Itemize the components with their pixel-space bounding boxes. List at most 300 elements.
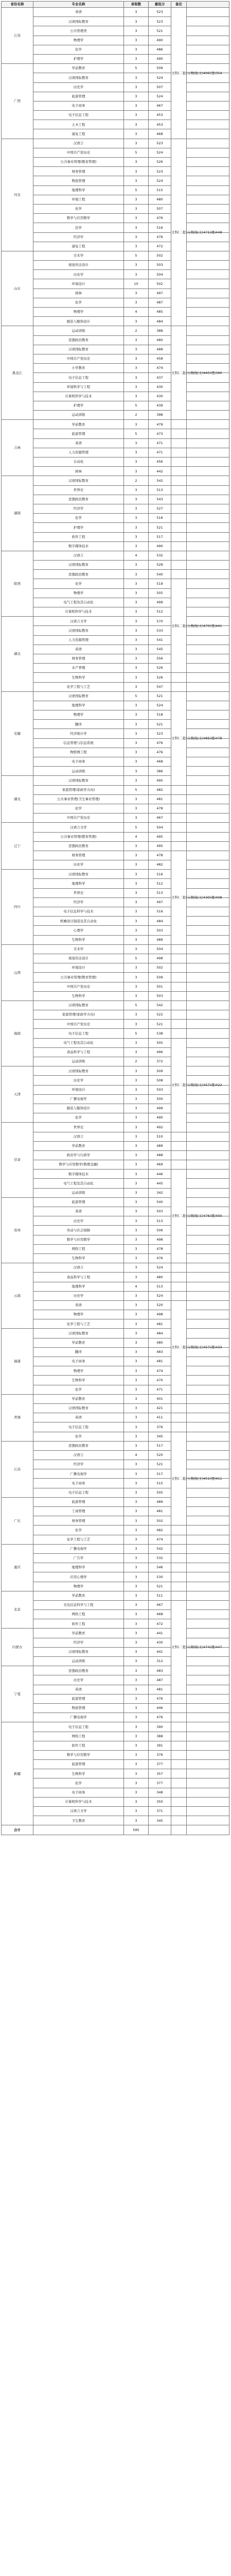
major-cell: 化学 (33, 1113, 124, 1123)
major-cell: 护理学 (33, 523, 124, 532)
blank-cell (187, 120, 229, 129)
min-score-cell: 495 (149, 776, 171, 785)
blank-cell (187, 1403, 229, 1413)
min-score-cell: 512 (149, 879, 171, 888)
min-score-cell: 474 (149, 1535, 171, 1544)
major-cell: 汉语言 (33, 1263, 124, 1273)
table-row (2, 495, 229, 504)
min-score-cell: 523 (149, 139, 171, 148)
table-row (2, 1273, 229, 1282)
count-cell: 3 (124, 167, 149, 176)
blank-cell (187, 1769, 229, 1778)
blank-cell (187, 1657, 229, 1666)
count-cell: 3 (124, 794, 149, 804)
min-score-cell: 442 (149, 467, 171, 476)
count-cell: 3 (124, 982, 149, 991)
blank-cell (187, 1591, 229, 1600)
blank-cell (187, 1160, 229, 1170)
min-score-cell: 472 (149, 242, 171, 251)
min-score-cell: 390 (149, 1722, 171, 1732)
min-score-cell: 530 (149, 1572, 171, 1582)
blank-cell (187, 1170, 229, 1179)
count-cell: 3 (124, 1141, 149, 1150)
blank-cell (187, 963, 229, 973)
count-cell: 3 (124, 1816, 149, 1825)
min-score-cell: 503 (149, 991, 171, 1001)
major-cell: 软件工程 (33, 532, 124, 541)
cutoff-note: 文科(二批)分数线(文)430(理)408 (171, 851, 187, 944)
blank-cell (187, 1544, 229, 1553)
min-score-cell: 484 (149, 1329, 171, 1338)
blank-cell (187, 767, 229, 776)
min-score-cell: 488 (149, 345, 171, 354)
blank-cell (187, 101, 229, 110)
count-cell: 3 (124, 617, 149, 626)
major-cell: 历史学 (33, 270, 124, 279)
province-cell: 内蒙古 (2, 1629, 33, 1666)
min-score-cell: 513 (149, 485, 171, 495)
major-cell: 学前教育 (33, 1591, 124, 1600)
table-row (2, 1572, 229, 1582)
count-cell: 3 (124, 963, 149, 973)
count-cell: 3 (124, 1507, 149, 1516)
province-cell: 贵州 (2, 1197, 33, 1263)
count-cell: 3 (124, 232, 149, 242)
table-row (2, 214, 229, 223)
min-score-cell: 486 (149, 45, 171, 54)
blank-cell (187, 1422, 229, 1432)
min-score-cell: 467 (149, 814, 171, 823)
count-cell: 5 (124, 251, 149, 260)
table-row (2, 607, 229, 617)
table-row (2, 794, 229, 804)
table-row (2, 504, 229, 513)
table-row (2, 308, 229, 317)
major-cell: 公共事业管理(教育管理) (33, 832, 124, 841)
min-score-cell: 482 (149, 785, 171, 794)
count-cell: 3 (124, 92, 149, 101)
count-cell: 5 (124, 823, 149, 832)
count-cell: 3 (124, 1544, 149, 1553)
min-score-cell: 516 (149, 907, 171, 917)
count-cell: 3 (124, 870, 149, 879)
count-cell: 3 (124, 214, 149, 223)
table-row (2, 551, 229, 560)
count-cell: 3 (124, 767, 149, 776)
table-row (2, 36, 229, 45)
major-cell: 学前教育 (33, 1394, 124, 1403)
major-cell: 汉语国际教育 (33, 691, 124, 701)
major-cell: 环境设计 (33, 963, 124, 973)
major-cell: 康复工程 (33, 129, 124, 139)
table-row (2, 1066, 229, 1076)
table-row (2, 1057, 229, 1066)
major-cell: 电气工程及其自动化 (33, 598, 124, 607)
cutoff-note: 文科(二批)分数线(文)457(理)422 (171, 1038, 187, 1132)
admission-table (1, 1, 229, 1835)
blank-cell (187, 1273, 229, 1282)
note-cell (171, 1544, 187, 1553)
major-cell: 汉语国际教育 (33, 870, 124, 879)
note-cell (171, 1572, 187, 1582)
table-row (2, 570, 229, 579)
major-cell: 汉语国际教育 (33, 626, 124, 635)
blank-cell (187, 917, 229, 926)
count-cell: 3 (124, 1685, 149, 1694)
note-cell (171, 485, 187, 495)
table-row (2, 588, 229, 598)
blank-cell (187, 1685, 229, 1694)
table-row (2, 1263, 229, 1273)
table-row (2, 1357, 229, 1366)
count-cell: 3 (124, 973, 149, 982)
blank-cell (187, 1516, 229, 1526)
blank-cell (187, 1020, 229, 1029)
table-row (2, 823, 229, 832)
min-score-cell: 480 (149, 1273, 171, 1282)
major-cell: 化学 (33, 45, 124, 54)
table-row (2, 1807, 229, 1816)
cutoff-note: 文科(二批)分数线(文)457(理)433 (171, 1300, 187, 1394)
count-cell: 3 (124, 1591, 149, 1600)
table-row (2, 1441, 229, 1450)
min-score-cell: 521 (149, 523, 171, 532)
major-cell: 电子商务 (33, 1788, 124, 1797)
min-score-cell: 502 (149, 251, 171, 260)
blank-cell (187, 251, 229, 260)
table-row (2, 1610, 229, 1619)
table-row (2, 917, 229, 926)
major-cell: 化学 (33, 298, 124, 307)
count-cell: 3 (124, 645, 149, 654)
cutoff-note: 文科(二批)分数线(文)451(理)411 (171, 1432, 187, 1526)
count-cell: 3 (124, 1038, 149, 1047)
count-cell: 3 (124, 1226, 149, 1235)
major-cell: 食品科学与工程 (33, 1047, 124, 1057)
count-cell: 3 (124, 1150, 149, 1160)
table-row (2, 317, 229, 326)
min-score-cell: 517 (149, 1469, 171, 1479)
min-score-cell: 456 (149, 457, 171, 467)
count-cell: 10 (124, 279, 149, 289)
summary-label: 合计 (2, 1825, 33, 1835)
major-cell: 广播电视学 (33, 1094, 124, 1104)
blank-cell (187, 1310, 229, 1319)
table-row (2, 907, 229, 917)
major-cell: 汉语言文学 (33, 617, 124, 626)
min-score-cell: 540 (149, 570, 171, 579)
note-cell (171, 1732, 187, 1741)
major-cell: 运动训练 (33, 1057, 124, 1066)
major-cell: 康复工程 (33, 242, 124, 251)
major-cell: 经济统计学 (33, 729, 124, 738)
blank-cell (187, 1713, 229, 1722)
blank-cell (187, 1553, 229, 1563)
blank-cell (187, 129, 229, 139)
blank-cell (187, 1197, 229, 1207)
blank-cell (187, 907, 229, 917)
blank-cell (187, 1582, 229, 1591)
count-cell: 3 (124, 1132, 149, 1141)
major-cell: 财务管理 (33, 1516, 124, 1526)
blank-cell (187, 1413, 229, 1422)
count-cell: 3 (124, 73, 149, 82)
province-cell: 甘肃 (2, 1123, 33, 1198)
blank-cell (187, 495, 229, 504)
min-score-cell: 483 (149, 1347, 171, 1357)
count-cell: 3 (124, 261, 149, 270)
blank-cell (187, 1123, 229, 1132)
table-row (2, 645, 229, 654)
min-score-cell: 453 (149, 111, 171, 120)
major-cell: 历史学 (33, 1291, 124, 1300)
table-row (2, 860, 229, 870)
table-row (2, 870, 229, 879)
table-row (2, 954, 229, 963)
note-cell (171, 1741, 187, 1750)
table-row (2, 158, 229, 167)
note-cell (171, 1150, 187, 1160)
blank-cell (187, 1094, 229, 1104)
major-cell: 经济学 (33, 897, 124, 907)
count-cell: 3 (124, 888, 149, 897)
count-cell: 3 (124, 158, 149, 167)
min-score-cell: 495 (149, 832, 171, 841)
major-cell: 人力资源管理 (33, 635, 124, 645)
count-cell: 3 (124, 1572, 149, 1582)
min-score-cell: 526 (149, 664, 171, 673)
note-cell (171, 1750, 187, 1759)
province-cell: 辽宁 (2, 823, 33, 870)
major-cell: 财务管理 (33, 851, 124, 860)
note-cell (171, 785, 187, 794)
count-cell: 3 (124, 1610, 149, 1619)
table-row (2, 1403, 229, 1413)
blank-cell (187, 1816, 229, 1825)
blank-cell (187, 579, 229, 588)
blank-cell (187, 982, 229, 991)
note-cell (171, 1582, 187, 1591)
count-cell: 3 (124, 1441, 149, 1450)
major-cell: 地理科学 (33, 1282, 124, 1291)
table-row (2, 1600, 229, 1609)
major-cell: 电子信息工程 (33, 1722, 124, 1732)
blank-cell (187, 1319, 229, 1329)
major-cell: 人力资源管理 (33, 448, 124, 457)
major-cell: 物理学 (33, 710, 124, 720)
blank-cell (187, 139, 229, 148)
table-row (2, 1563, 229, 1572)
count-cell: 3 (124, 448, 149, 457)
table-row (2, 1141, 229, 1150)
province-cell: 北京 (2, 1591, 33, 1629)
major-cell: 软件工程 (33, 1741, 124, 1750)
major-cell: 运动训练 (33, 411, 124, 420)
min-score-cell: 522 (149, 1010, 171, 1020)
note-cell (171, 1563, 187, 1572)
note-cell (171, 1703, 187, 1713)
min-score-cell: 509 (149, 973, 171, 982)
min-score-cell: 542 (149, 1544, 171, 1553)
count-cell: 5 (124, 1029, 149, 1038)
table-row (2, 832, 229, 841)
blank-cell (187, 823, 229, 832)
min-score-cell: 441 (149, 1629, 171, 1638)
min-score-cell: 430 (149, 1638, 171, 1647)
blank-cell (187, 1188, 229, 1197)
blank-cell (187, 532, 229, 541)
note-cell (171, 1282, 187, 1291)
count-cell: 4 (124, 308, 149, 317)
table-row (2, 438, 229, 448)
major-cell: 思想政治教育 (33, 335, 124, 345)
major-cell: 政治学与行政学 (33, 1150, 124, 1160)
major-cell: 旅游管理 (33, 1694, 124, 1703)
table-row (2, 326, 229, 335)
count-cell: 3 (124, 1647, 149, 1656)
table-row (2, 541, 229, 551)
major-cell: 劳动与社会保障 (33, 1226, 124, 1235)
blank-cell (187, 176, 229, 185)
min-score-cell: 481 (149, 1319, 171, 1329)
note-cell (171, 1722, 187, 1732)
note-cell (171, 1526, 187, 1535)
count-cell: 3 (124, 926, 149, 935)
min-score-cell: 507 (149, 204, 171, 213)
min-score-cell: 372 (149, 1057, 171, 1066)
province-cell: 河北 (2, 139, 33, 251)
header-count: 录取数 (124, 2, 149, 8)
major-cell: 应用心理学 (33, 1572, 124, 1582)
count-cell: 3 (124, 317, 149, 326)
blank-cell (187, 720, 229, 729)
blank-cell (187, 317, 229, 326)
min-score-cell: 521 (149, 26, 171, 36)
min-score-cell: 468 (149, 1610, 171, 1619)
note-cell (171, 1769, 187, 1778)
blank-cell (187, 664, 229, 673)
table-row (2, 1516, 229, 1526)
count-cell: 3 (124, 1600, 149, 1609)
blank-cell (187, 785, 229, 794)
blank-cell (187, 8, 229, 17)
major-cell: 汉语国际教育 (33, 1066, 124, 1076)
blank-cell (187, 1460, 229, 1469)
table-row (2, 345, 229, 354)
min-score-cell: 446 (149, 1170, 171, 1179)
min-score-cell: 476 (149, 232, 171, 242)
count-cell: 3 (124, 1535, 149, 1544)
count-cell: 5 (124, 64, 149, 73)
major-cell: 护理学 (33, 54, 124, 63)
blank-cell (187, 26, 229, 36)
count-cell: 3 (124, 1235, 149, 1244)
table-row (2, 485, 229, 495)
min-score-cell: 528 (149, 561, 171, 570)
count-cell: 3 (124, 420, 149, 429)
count-cell: 3 (124, 1310, 149, 1319)
table-row (2, 1413, 229, 1422)
note-cell (171, 1807, 187, 1816)
table-row (2, 1226, 229, 1235)
major-cell: 英语 (33, 438, 124, 448)
table-row (2, 101, 229, 110)
table-row (2, 691, 229, 701)
table-row (2, 92, 229, 101)
table-row (2, 1010, 229, 1020)
note-cell (171, 1141, 187, 1150)
count-cell: 2 (124, 326, 149, 335)
min-score-cell: 371 (149, 1807, 171, 1816)
count-cell: 3 (124, 1197, 149, 1207)
blank-cell (187, 1750, 229, 1759)
blank-cell (187, 382, 229, 392)
table-row (2, 448, 229, 457)
major-cell: 汉语国际教育 (33, 1001, 124, 1010)
table-row (2, 204, 229, 213)
major-cell: 英语 (33, 1413, 124, 1422)
major-cell: 汉语国际教育 (33, 17, 124, 26)
note-cell (171, 991, 187, 1001)
count-cell: 3 (124, 738, 149, 748)
count-cell: 3 (124, 289, 149, 298)
major-cell: 电子信息工程 (33, 1422, 124, 1432)
blank-cell (187, 335, 229, 345)
count-cell: 3 (124, 270, 149, 279)
min-score-cell: 487 (149, 1675, 171, 1685)
min-score-cell: 523 (149, 17, 171, 26)
major-cell: 家庭管理(家政学方向) (33, 1010, 124, 1020)
major-cell: 化学 (33, 514, 124, 523)
count-cell: 3 (124, 1497, 149, 1506)
blank-cell (187, 645, 229, 654)
major-cell: 电气工程及其自动化 (33, 1038, 124, 1047)
count-cell: 3 (124, 1694, 149, 1703)
major-cell: 英语 (33, 1300, 124, 1310)
note-cell (171, 804, 187, 813)
major-cell: 化学 (33, 579, 124, 588)
major-cell: 汉语国际教育 (33, 345, 124, 354)
blank-cell (187, 158, 229, 167)
min-score-cell: 489 (149, 1497, 171, 1506)
min-score-cell: 471 (149, 1385, 171, 1394)
min-score-cell: 506 (149, 1226, 171, 1235)
min-score-cell: 527 (149, 504, 171, 513)
note-cell (171, 1535, 187, 1544)
note-cell (171, 1020, 187, 1029)
table-row (2, 944, 229, 954)
major-cell: 学前教育 (33, 1141, 124, 1150)
province-cell: 四川 (2, 870, 33, 945)
cutoff-note: 文科(二批)分数线(文)406(理)354 (171, 8, 187, 139)
note-cell (171, 682, 187, 691)
note-cell (171, 963, 187, 973)
min-score-cell: 513 (149, 1216, 171, 1226)
min-score-cell: 502 (149, 963, 171, 973)
count-cell: 3 (124, 1263, 149, 1273)
blank-cell (187, 710, 229, 720)
major-cell: 思想政治教育 (33, 1441, 124, 1450)
table-row (2, 1788, 229, 1797)
count-cell: 3 (124, 1338, 149, 1347)
province-cell: 黑龙江 (2, 326, 33, 420)
count-cell: 3 (124, 1347, 149, 1357)
major-cell: 化学工程与工艺 (33, 1319, 124, 1329)
min-score-cell: 505 (149, 588, 171, 598)
major-cell: 经济学 (33, 504, 124, 513)
min-score-cell: 547 (149, 682, 171, 691)
major-cell: 环境设计 (33, 279, 124, 289)
